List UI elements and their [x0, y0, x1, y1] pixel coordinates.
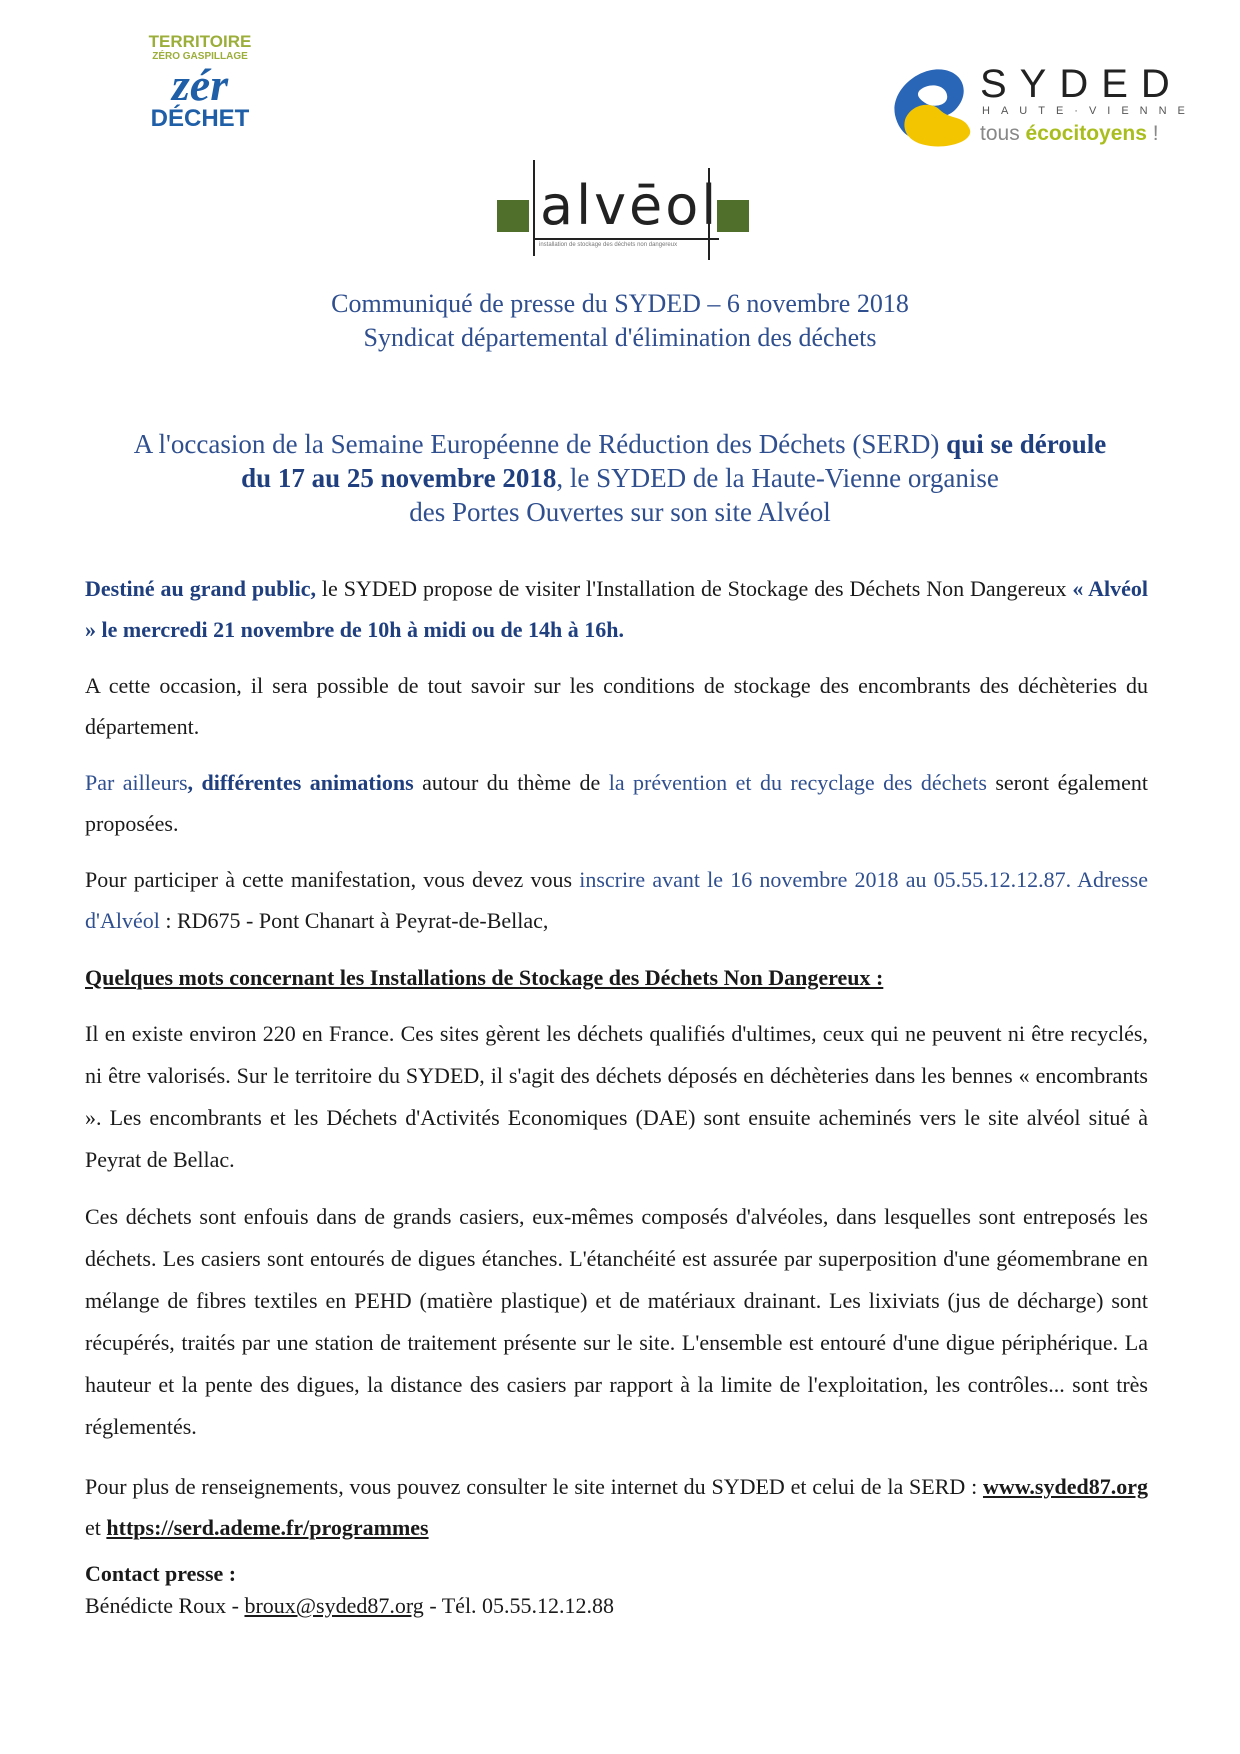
p3-d: la prévention et du recyclage des déchets [608, 770, 987, 795]
p3-b: , différentes animations [187, 770, 414, 795]
paragraph-3 [85, 762, 1148, 844]
paragraph-6: Ces déchets sont enfouis dans de grands casiers, eux-mêmes composés d'alvéoles, dans lesquelles sont entreposés les déchets. Les casiers sont entourés de digues étanches. L'étanchéité est assurée par superposition d'une géomembrane en mélange de fibres textiles en PEHD (matière plastique) et de matériaux drainant. Les lixiviats (jus de décharge) sont récupérés, traités par une station de traitement présente sur le site. L'ensemble est entouré d'une digue périphérique. La hauteur et la pente des digues, la distance des casiers par rapport à la limite de l'exploitation, les contrôles... sont très réglementés. [85, 1204, 1148, 1439]
section-title-text: Quelques mots concernant les Installations de Stockage des Déchets Non Dangereux : [85, 965, 884, 990]
syded-website-link[interactable]: www.syded87.org [982, 1474, 1148, 1499]
contact-tel: - Tél. 05.55.12.12.88 [423, 1593, 615, 1618]
alveol-logo [495, 160, 755, 260]
alveol-subtitle: installation de stockage des déchets non dangereux [539, 242, 678, 248]
p1-a: Destiné au grand public, [85, 576, 317, 601]
alveol-square-left [497, 200, 529, 232]
paragraph-2: A cette occasion, il sera possible de tout savoir sur les conditions de stockage des encombrants des déchèteries du département. [85, 673, 1148, 739]
paragraph-7 [85, 1466, 1148, 1548]
p4-a: Pour participer à cette manifestation, vous devez vous [85, 867, 580, 892]
syded-tag-suffix: ! [1146, 122, 1159, 145]
alveol-square-right [717, 200, 749, 232]
p3-e: seront également proposées. [85, 770, 1148, 836]
intro-l1b: qui se déroule [946, 429, 1107, 459]
syded-subtitle: HAUTE·VIENNE [982, 105, 1196, 117]
alveol-frame-left [533, 160, 535, 256]
p4-c: : RD675 - Pont Chanart à Peyrat-de-Bellac, [159, 908, 549, 933]
header-line2: Syndicat départemental d'élimination des déchets [363, 323, 877, 352]
contact-title: Contact presse : [85, 1561, 237, 1586]
intro-line1 [0, 427, 1240, 461]
p7-a: Pour plus de renseignements, vous pouvez consulter le site internet du SYDED et celui de la SERD : [85, 1474, 983, 1499]
serd-website-link[interactable]: https://serd.ademe.fr/programmes [106, 1515, 429, 1540]
p3-c: autour du thème de [413, 770, 609, 795]
zd-line1: TERRITOIRE [148, 32, 252, 51]
intro-line2 [0, 461, 1240, 495]
zero-dechet-logo [145, 34, 255, 184]
syded-title: SYDED [980, 62, 1183, 106]
p1-c: « Alvéol » le mercredi 21 novembre de 10h à midi ou de 14h à 16h. [85, 576, 1148, 642]
intro-l2b: , le SYDED de la Haute-Vienne organise [556, 463, 999, 493]
contact-email-link[interactable]: broux@syded87.org [244, 1593, 424, 1618]
intro-line3: des Portes Ouvertes sur son site Alvéol [409, 497, 831, 527]
contact-block [85, 1558, 1148, 1622]
zd-mark: zér [171, 59, 229, 110]
alveol-word: alvēol [540, 174, 720, 237]
p4-b: inscrire avant le 16 novembre 2018 au 05.55.12.12.87. Adresse d'Alvéol [85, 867, 1148, 933]
p1-b: le SYDED propose de visiter l'Installation de Stockage des Déchets Non Dangereux [316, 576, 1073, 601]
intro-block [0, 427, 1240, 529]
intro-l2a: du 17 au 25 novembre 2018 [241, 463, 557, 493]
syded-emblem-icon [885, 60, 975, 150]
header-line1: Communiqué de presse du SYDED – 6 novembre 2018 [331, 289, 909, 318]
syded-logo [885, 60, 1196, 160]
press-release-header [0, 287, 1240, 355]
paragraph-1 [85, 568, 1148, 650]
section-title [85, 957, 1148, 998]
paragraph-5: Il en existe environ 220 en France. Ces sites gèrent les déchets qualifiés d'ultimes, ceux qui ne peuvent ni être recyclés, ni être valorisés. Sur le territoire du SYDED, il s'agit des déchets déposés en déchèteries dans les bennes « encombrants ». Les encombrants et les Déchets d'Activités Economiques (DAE) sont ensuite acheminés vers le site alvéol situé à Peyrat de Bellac. [85, 1021, 1148, 1172]
p7-mid: et [85, 1515, 107, 1540]
syded-tagline [980, 122, 1159, 146]
zd-line3: DÉCHET [150, 105, 250, 132]
intro-l1a: A l'occasion de la Semaine Européenne de Réduction des Déchets (SERD) [133, 429, 947, 459]
contact-name: Bénédicte Roux - [85, 1593, 245, 1618]
paragraph-4 [85, 859, 1148, 941]
contact-line [85, 1590, 1148, 1622]
alveol-frame-bottom [533, 238, 719, 240]
syded-tag-eco: écocitoyens [1025, 122, 1147, 145]
syded-tag-prefix: tous [980, 122, 1026, 145]
p3-a: Par ailleurs [85, 770, 188, 795]
zd-line2: ZÉRO GASPILLAGE [152, 51, 248, 62]
